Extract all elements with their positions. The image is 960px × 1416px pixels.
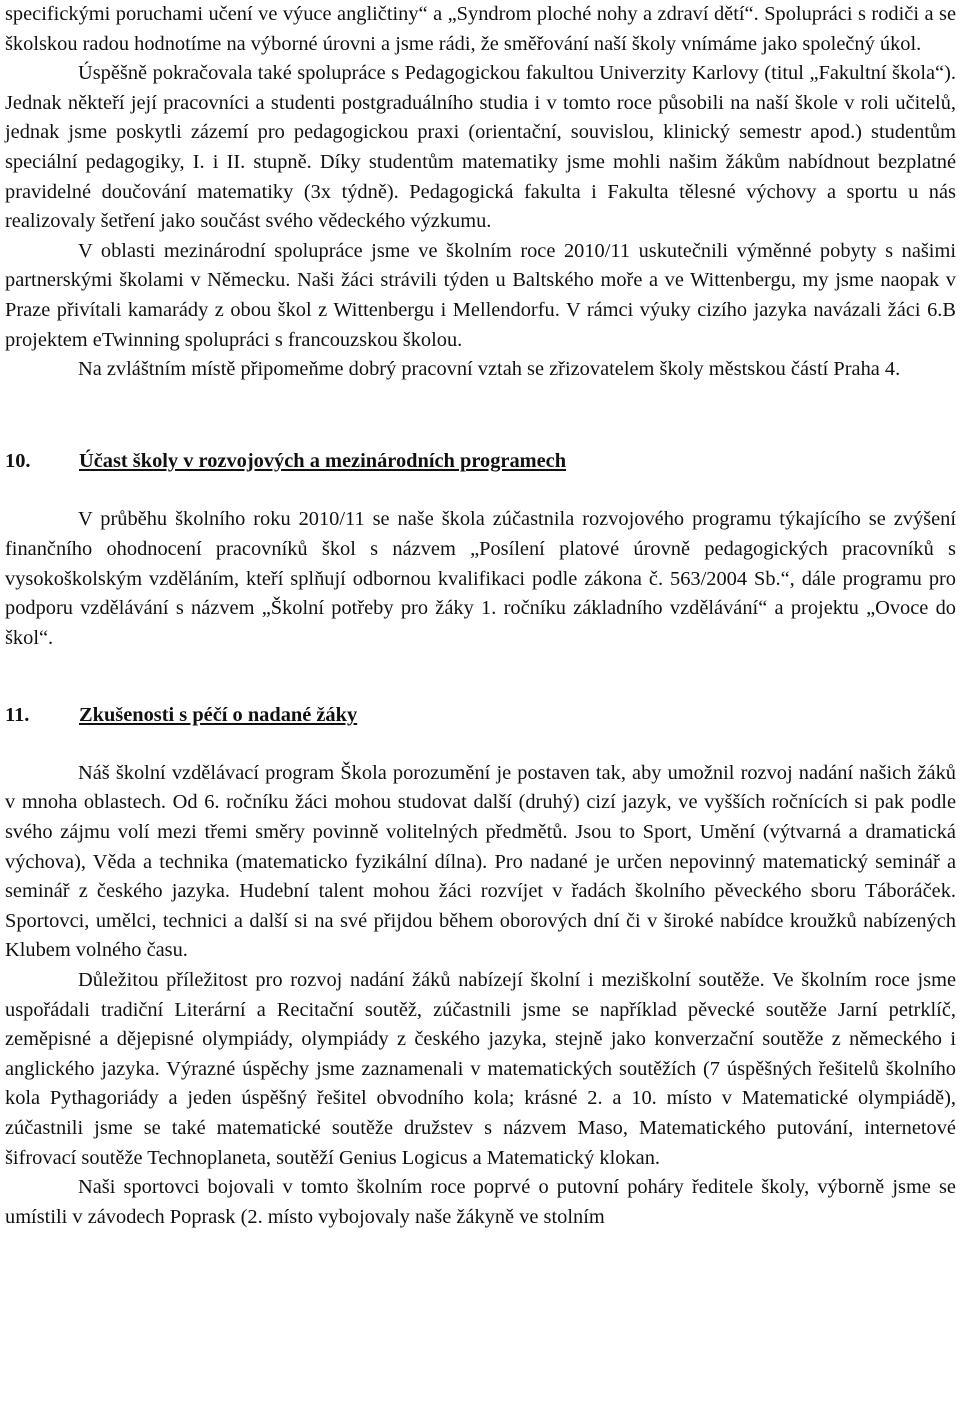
body-paragraph: V oblasti mezinárodní spolupráce jsme ve školním roce 2010/11 uskutečnili výměnné pobyty s našimi partnerskými školami v Německu. Naši žáci strávili týden u Baltského moře a ve Wittenbergu, my jsme naopak v Praze přivítali kamarády z obou škol z Wittenbergu i Mellendorfu. V rámci výuky cizího jazyka navázali žáci 6.B projektem eTwinning spolupráci s francouzskou školou. (5, 239, 956, 351)
body-paragraph: Naši sportovci bojovali v tomto školním roce poprvé o putovní poháry ředitele školy, výborně jsme se umístili v závodech Poprask (2. místo vybojovaly naše žákyně ve stolním (5, 1176, 956, 1228)
section-title: Zkušenosti s péčí o nadané žáky (79, 704, 358, 727)
section-title: Účast školy v rozvojových a mezinárodních programech (79, 449, 567, 472)
body-paragraph: specifickými poruchami učení ve výuce angličtiny“ a „Syndrom ploché nohy a zdraví dětí“. Spolupráci s rodiči a se školskou radou hodnotíme na výborné úrovni a jsme rádi, že směřování naší školy vnímáme jako společný úkol. (5, 3, 956, 55)
body-paragraph: Důležitou příležitost pro rozvoj nadání žáků nabízejí školní i meziškolní soutěže. Ve školním roce jsme uspořádali tradiční Literární a Recitační soutěž, zúčastnili jsme se například pěvecké soutěže Jarní petrklíč, zeměpisné a dějepisné olympiády, olympiády z českého jazyka, stejně jako konverzační soutěže z německého i anglického jazyka. Výrazné úspěchy jsme zaznamenali v matematických soutěžích (7 úspěšných řešitelů školního kola Pythagoriády a jeden úspěšný řešitel obvodního kola; krásné 2. a 10. místo v Matematické olympiádě), zúčastnili jsme se také matematické soutěže družstev s názvem Maso, Matematického putování, internetové šifrovací soutěže Technoplaneta, soutěží Genius Logicus a Matematický klokan. (5, 969, 956, 1169)
section-number: 10. (5, 449, 31, 472)
section-body-11 (5, 759, 956, 1233)
section-number: 11. (5, 704, 30, 727)
section-heading-10 (5, 447, 956, 477)
body-paragraph: Na zvláštním místě připomeňme dobrý pracovní vztah se zřizovatelem školy městskou částí Praha 4. (78, 358, 901, 381)
section-heading-11 (5, 701, 956, 731)
body-paragraph: Náš školní vzdělávací program Škola porozumění je postaven tak, aby umožnil rozvoj nadání našich žáků v mnoha oblastech. Od 6. ročníku žáci mohou studovat další (druhý) cizí jazyk, ve vyšších ročnících si pak podle svého zájmu volí mezi třemi směry povinně volitelných předmětů. Jsou to Sport, Umění (výtvarná a dramatická výchova), Věda a technika (matematicko fyzikální dílna). Pro nadané je určen nepovinný matematický seminář a seminář z českého jazyka. Hudební talent mohou žáci rozvíjet v řadách školního pěveckého sboru Táboráček. Sportovci, umělci, technici a další si na své přijdou během oborových dní či v široké nabídce kroužků nabízených Klubem volného času. (5, 761, 956, 962)
intro-section (5, 0, 956, 385)
body-paragraph: V průběhu školního roku 2010/11 se naše škola zúčastnila rozvojového programu týkajícího se zvýšení finančního ohodnocení pracovníků škol s názvem „Posílení platové úrovně pedagogických pracovníků s vysokoškolským vzděláním, kteří splňují odbornou kvalifikaci podle zákona č. 563/2004 Sb.“, dále programu pro podporu vzdělávání s názvem „Školní potřeby pro žáky 1. ročníku základního vzdělávání“ a projektu „Ovoce do škol“. (5, 508, 956, 649)
body-paragraph: Úspěšně pokračovala také spolupráce s Pedagogickou fakultou Univerzity Karlovy (titul „Fakultní škola“). Jednak někteří její pracovníci a studenti postgraduálního studia i v tomto roce působili na naší škole v roli učitelů, jednak jsme poskytli zázemí pro pedagogickou praxi (orientační, souvislou, klinický semestr apod.) studentům speciální pedagogiky, I. i II. stupně. Díky studentům matematiky jsme mohli našim žákům nabídnout bezplatné pravidelné doučování matematiky (3x týdně). Pedagogická fakulta i Fakulta tělesné výchovy a sportu u nás realizovaly šetření jako součást svého vědeckého výzkumu. (5, 62, 956, 233)
section-body-10 (5, 505, 956, 653)
